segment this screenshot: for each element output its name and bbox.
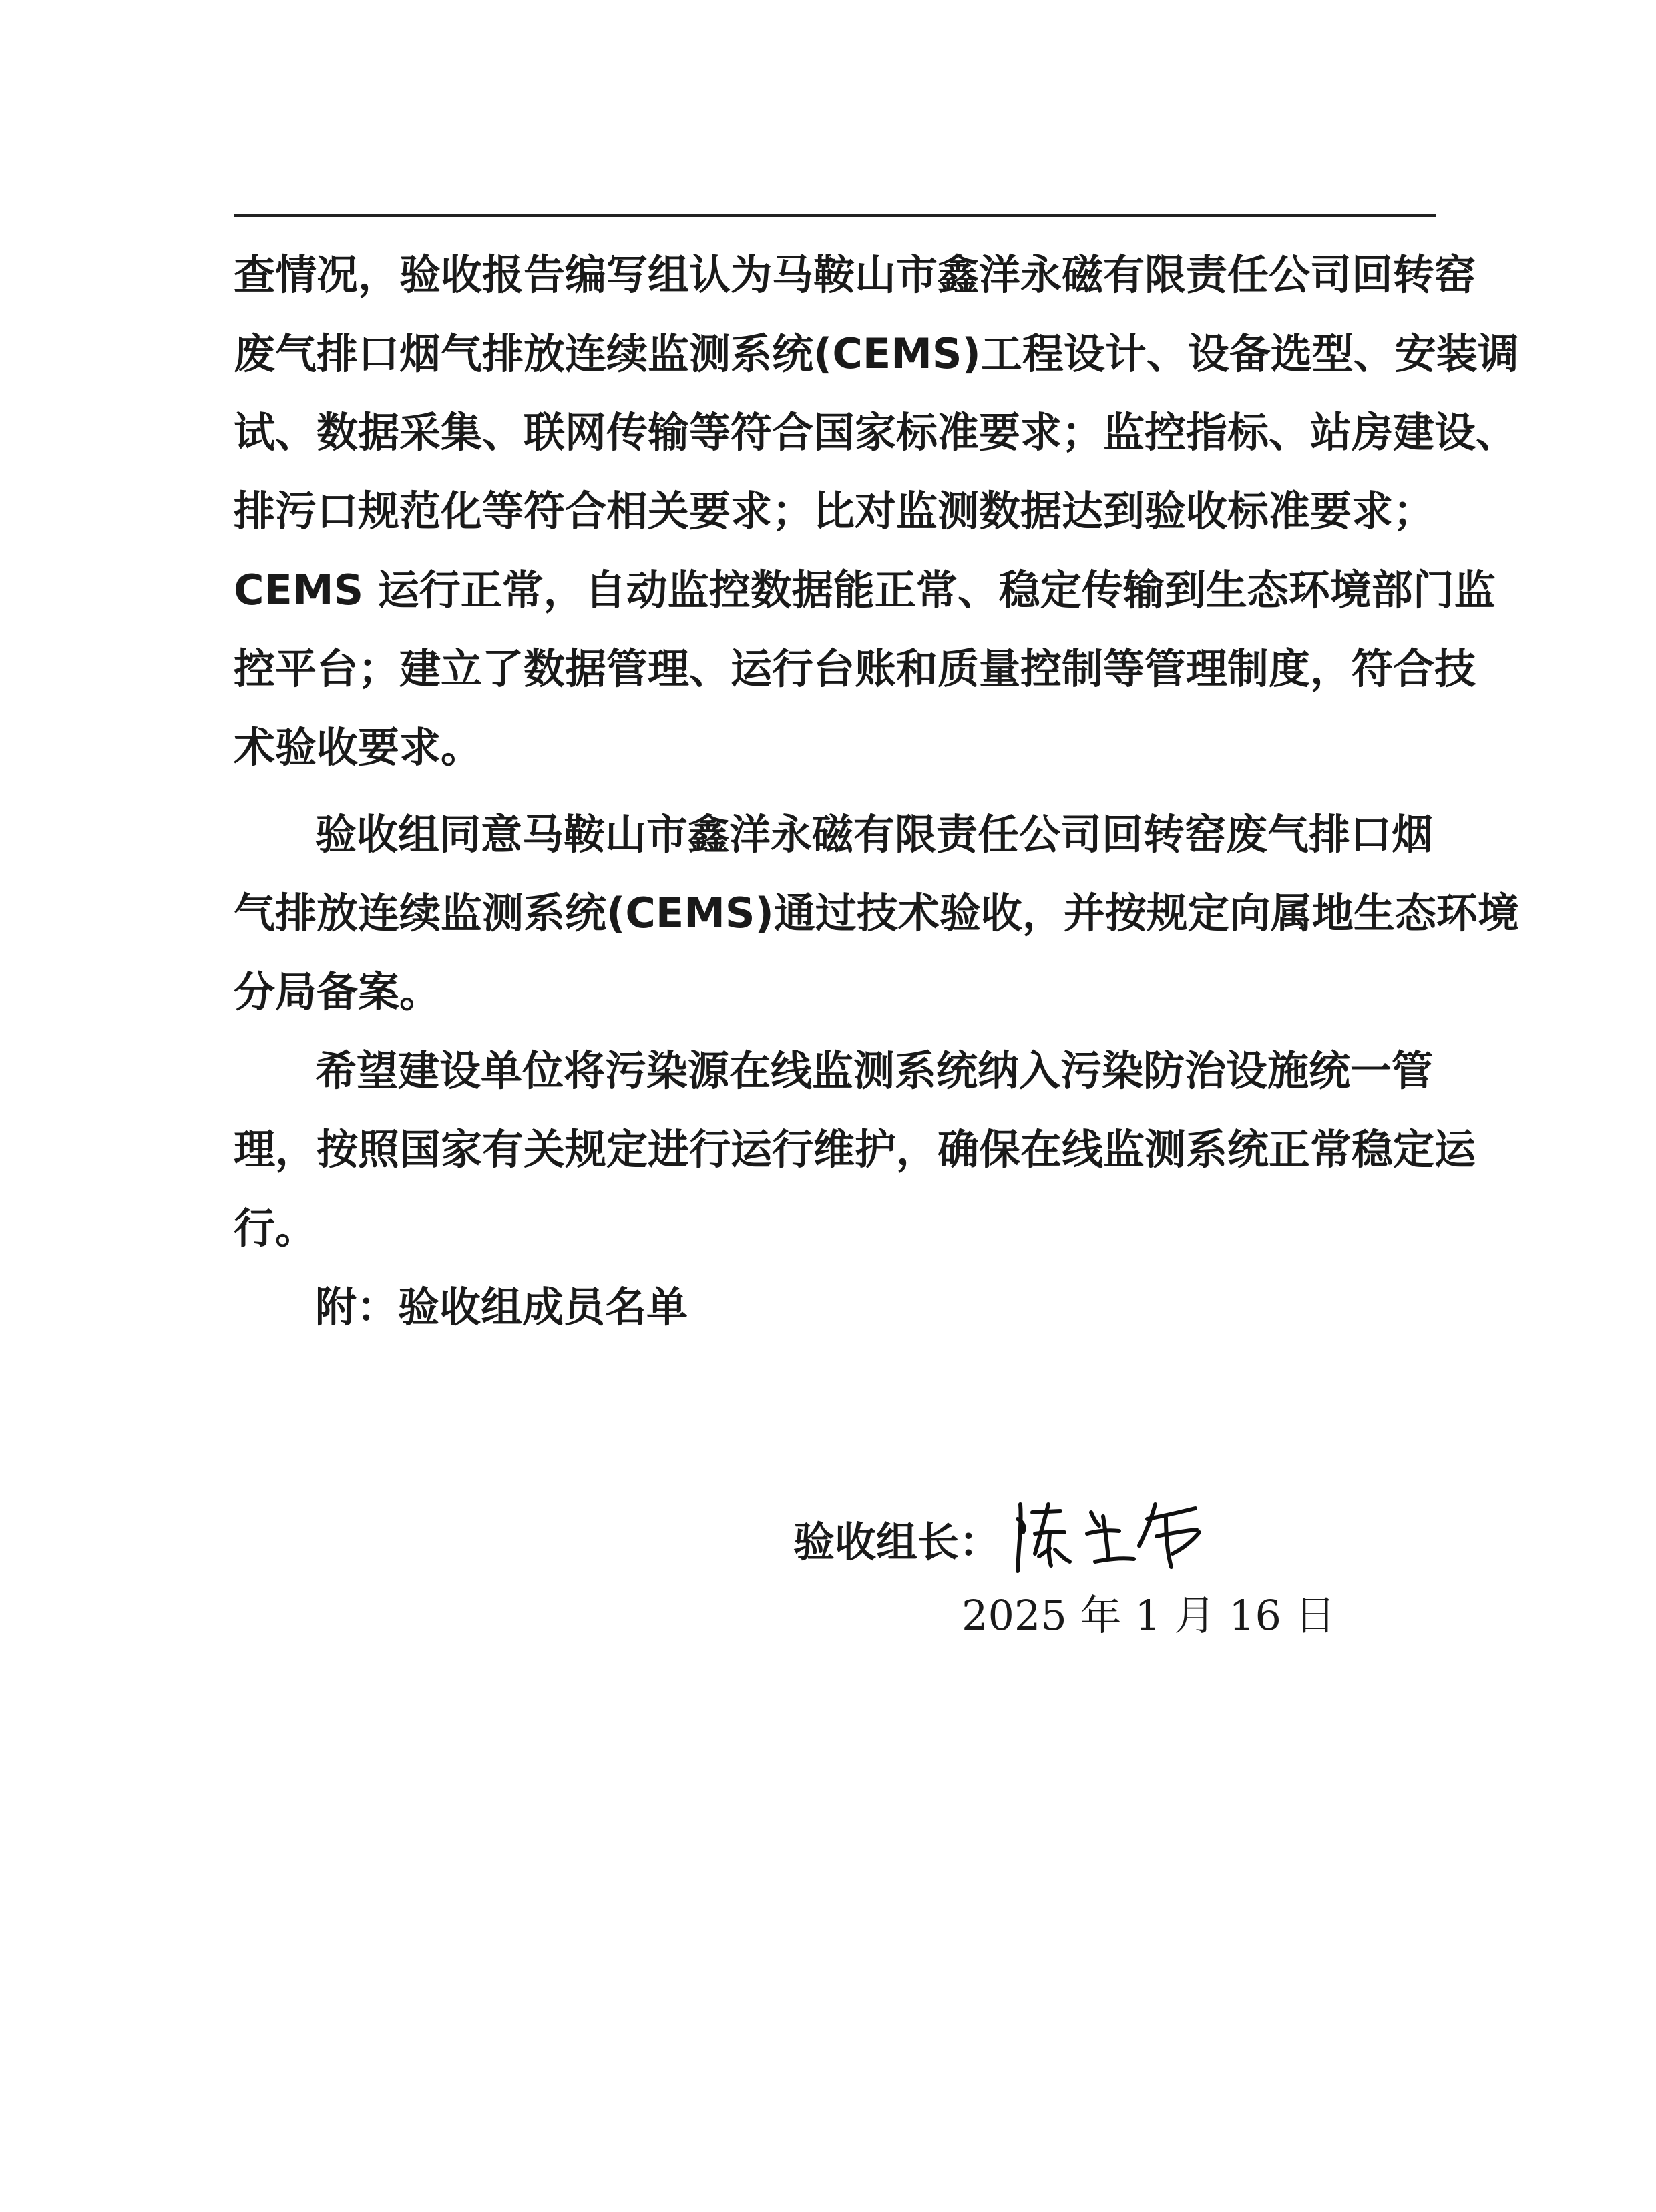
paragraph-1-line-6: 控平台；建立了数据管理、运行台账和质量控制等管理制度，符合技 bbox=[234, 644, 1476, 693]
paragraph-1-line-5: CEMS 运行正常，自动监控数据能正常、稳定传输到生态环境部门监 bbox=[234, 566, 1496, 614]
paragraph-3-line-3: 行。 bbox=[234, 1204, 317, 1253]
paragraph-1-line-2: 废气排口烟气排放连续监测系统(CEMS)工程设计、设备选型、安装调 bbox=[234, 329, 1519, 378]
paragraph-2-line-1: 验收组同意马鞍山市鑫洋永磁有限责任公司回转窑废气排口烟 bbox=[315, 810, 1434, 859]
signature-label: 验收组长： bbox=[793, 1518, 1001, 1566]
paragraph-2-line-2: 气排放连续监测系统(CEMS)通过技术验收，并按规定向属地生态环境 bbox=[234, 889, 1519, 937]
paragraph-1-line-7: 术验收要求。 bbox=[234, 723, 483, 772]
paragraph-1-line-4: 排污口规范化等符合相关要求；比对监测数据达到验收标准要求； bbox=[234, 487, 1435, 535]
paragraph-1-line-3: 试、数据采集、联网传输等符合国家标准要求；监控指标、站房建设、 bbox=[234, 408, 1518, 457]
handwritten-signature bbox=[1008, 1492, 1209, 1579]
header-divider bbox=[234, 214, 1436, 217]
attachment-note: 附：验收组成员名单 bbox=[315, 1283, 688, 1331]
paragraph-1-line-1: 查情况，验收报告编写组认为马鞍山市鑫洋永磁有限责任公司回转窑 bbox=[234, 250, 1476, 299]
paragraph-2-line-3: 分局备案。 bbox=[234, 967, 441, 1016]
paragraph-3-line-1: 希望建设单位将污染源在线监测系统纳入污染防治设施统一管 bbox=[315, 1046, 1434, 1095]
signature-date: 2025 年 1 月 16 日 bbox=[962, 1591, 1336, 1640]
paragraph-3-line-2: 理，按照国家有关规定进行运行维护，确保在线监测系统正常稳定运 bbox=[234, 1125, 1476, 1174]
